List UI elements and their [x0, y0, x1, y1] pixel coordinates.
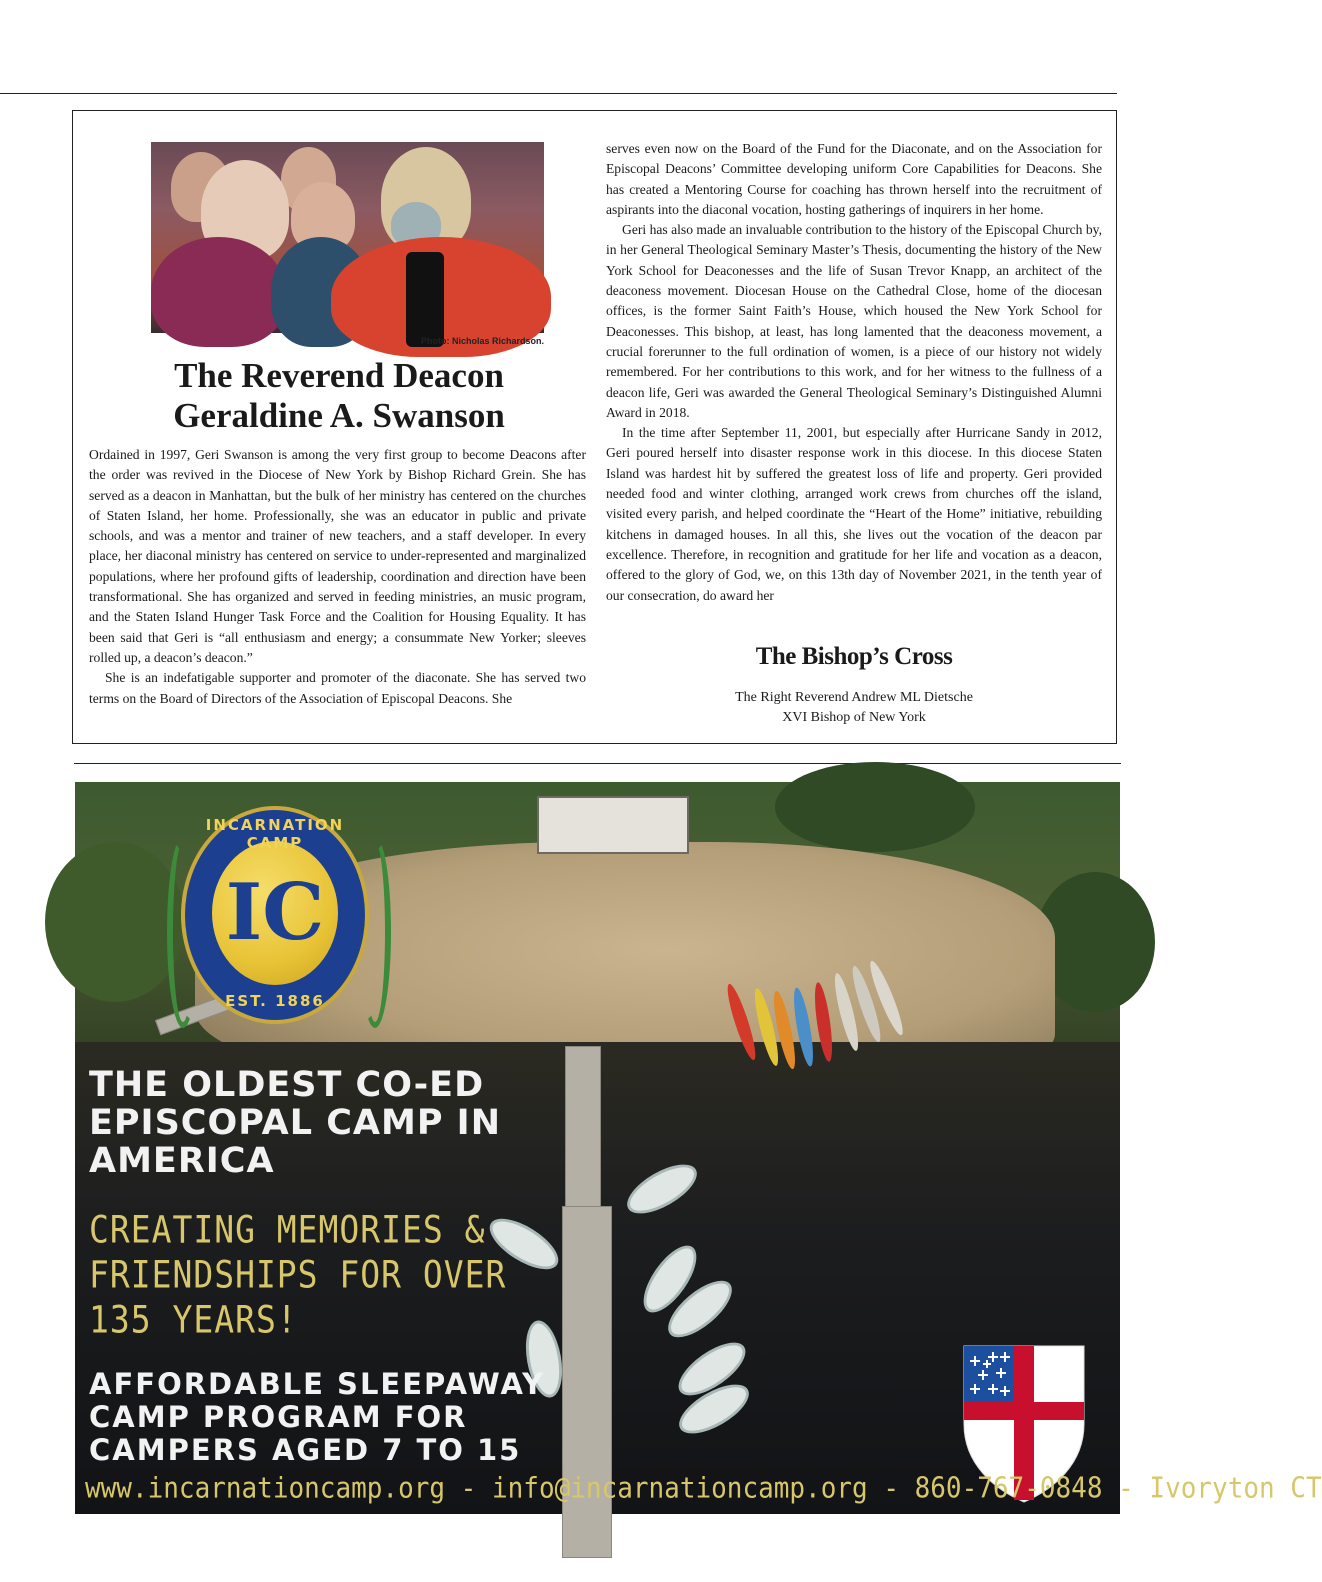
ad-program-text	[89, 1368, 545, 1467]
ad-program-line: CAMP PROGRAM FOR	[89, 1400, 468, 1434]
article-title	[93, 356, 585, 436]
paragraph: In the time after September 11, 2001, but especially after Hurricane Sandy in 2012, Geri poured herself into disaster response work in this diocese. In this diocese Staten Island was hardest hit by suffered the greatest loss of life and property. Geri provided needed food and winter clothing, arranged work crews from churches off the island, visited every parish, and helped coordinate the “Heart of the Home” initiative, rebuilding kitchens in damaged houses. In all this, she lives out the vocation of the deacon par excellence. Therefore, in recognition and gratitude for her life and vocation as a deacon, offered to the glory of God, we, on this 13th day of November 2021, in the tenth year of our consecration, do award her	[606, 425, 1102, 603]
ad-headline-line: EPISCOPAL CAMP IN	[89, 1103, 501, 1143]
article-title-line-1: The Reverend Deacon	[174, 356, 504, 395]
award-title: The Bishop’s Cross	[755, 643, 953, 670]
ad-subheadline	[89, 1208, 506, 1342]
incarnation-camp-logo	[175, 796, 375, 1036]
paragraph: Geri has also made an invaluable contribution to the history of the Episcopal Church by, in her General Theological Seminary Master’s Thesis, documenting the history of the New York School for Deaconesses and the life of Susan Trevor Knapp, an architect of the deaconess movement. Diocesan House on the Cathedral Close, home of the diocesan offices, is the former Saint Faith’s House, which housed the New York School for Deaconesses. This bishop, at least, has long lamented that the deaconess movement, a crucial forerunner to the full ordination of women, is a piece of our history not widely remembered. For her contributions to this work, and for her witness to the fullness of a deacon life, Geri was awarded the General Theological Seminary’s Distinguished Alumni Award in 2018.	[606, 222, 1102, 420]
ad-program-line: AFFORDABLE SLEEPAWAY	[89, 1367, 546, 1401]
paragraph: She is an indefatigable supporter and promoter of the diaconate. She has served two terms on the Board of Directors of the Association of Episcopal Deacons. She	[89, 670, 586, 706]
top-rule	[0, 93, 1117, 94]
signature-block	[606, 688, 1102, 728]
article-column-left	[89, 445, 586, 709]
logo-monogram: IC	[225, 867, 325, 958]
article-frame	[72, 110, 1117, 744]
ad-subheadline-line: FRIENDSHIPS FOR OVER	[89, 1252, 507, 1297]
signature-title: XVI Bishop of New York	[782, 710, 926, 725]
logo-established: EST. 1886	[225, 992, 325, 1010]
logo-camp-name: INCARNATION CAMP	[205, 816, 345, 852]
ad-headline-line: AMERICA	[89, 1141, 275, 1181]
ad-headline	[89, 1066, 501, 1180]
ad-program-line: CAMPERS AGED 7 TO 15	[89, 1433, 522, 1467]
ad-photo-dock	[565, 1046, 601, 1208]
article-title-line-2: Geraldine A. Swanson	[173, 396, 505, 435]
signature-name: The Right Reverend Andrew ML Dietsche	[735, 690, 973, 705]
middle-rule	[74, 763, 1121, 764]
ad-subheadline-line: CREATING MEMORIES &	[89, 1208, 486, 1252]
photo-credit: Photo: Nicholas Richardson.	[420, 336, 544, 346]
ad-subheadline-line: 135 YEARS!	[89, 1297, 298, 1342]
article-column-right	[606, 139, 1102, 606]
paragraph: Ordained in 1997, Geri Swanson is among the very first group to become Deacons after the order was revived in the Diocese of New York by Bishop Richard Grein. She has served as a deacon in Manhattan, but the bulk of her ministry has centered on the churches of Staten Island, her home. Professionally, she was an educator in public and private schools, and was a mentor and trainer of new teachers, and a staff developer. In every place, her diaconal ministry has centered on service to under-represented and marginalized populations, where her profound gifts of leadership, coordination and direction have been transformational. She has organized and served in feeding ministries, an music program, and the Staten Island Hunger Task Force and the Coalition for Housing Equality. It has been said that Geri is “all enthusiasm and energy; a consummate New Yorker; sleeves rolled up, a deacon’s deacon.”	[89, 447, 586, 665]
paragraph: serves even now on the Board of the Fund for the Diaconate, and on the Association for Episcopal Deacons’ Committee developing uniform Core Capabilities for Deacons. She has created a Mentoring Course for coaching has thrown herself into the recruitment of aspirants into the diaconal vocation, hosting gatherings of inquirers in her home.	[606, 141, 1102, 217]
ad-photo-boathouse	[537, 796, 689, 854]
article-photo	[151, 142, 544, 333]
ad-contact-line: www.incarnationcamp.org - info@incarnationcamp.org - 860-767-0848 - Ivoryton CT	[85, 1472, 1322, 1505]
ad-headline-line: THE OLDEST CO-ED	[89, 1065, 485, 1105]
camp-advertisement	[75, 782, 1322, 1514]
